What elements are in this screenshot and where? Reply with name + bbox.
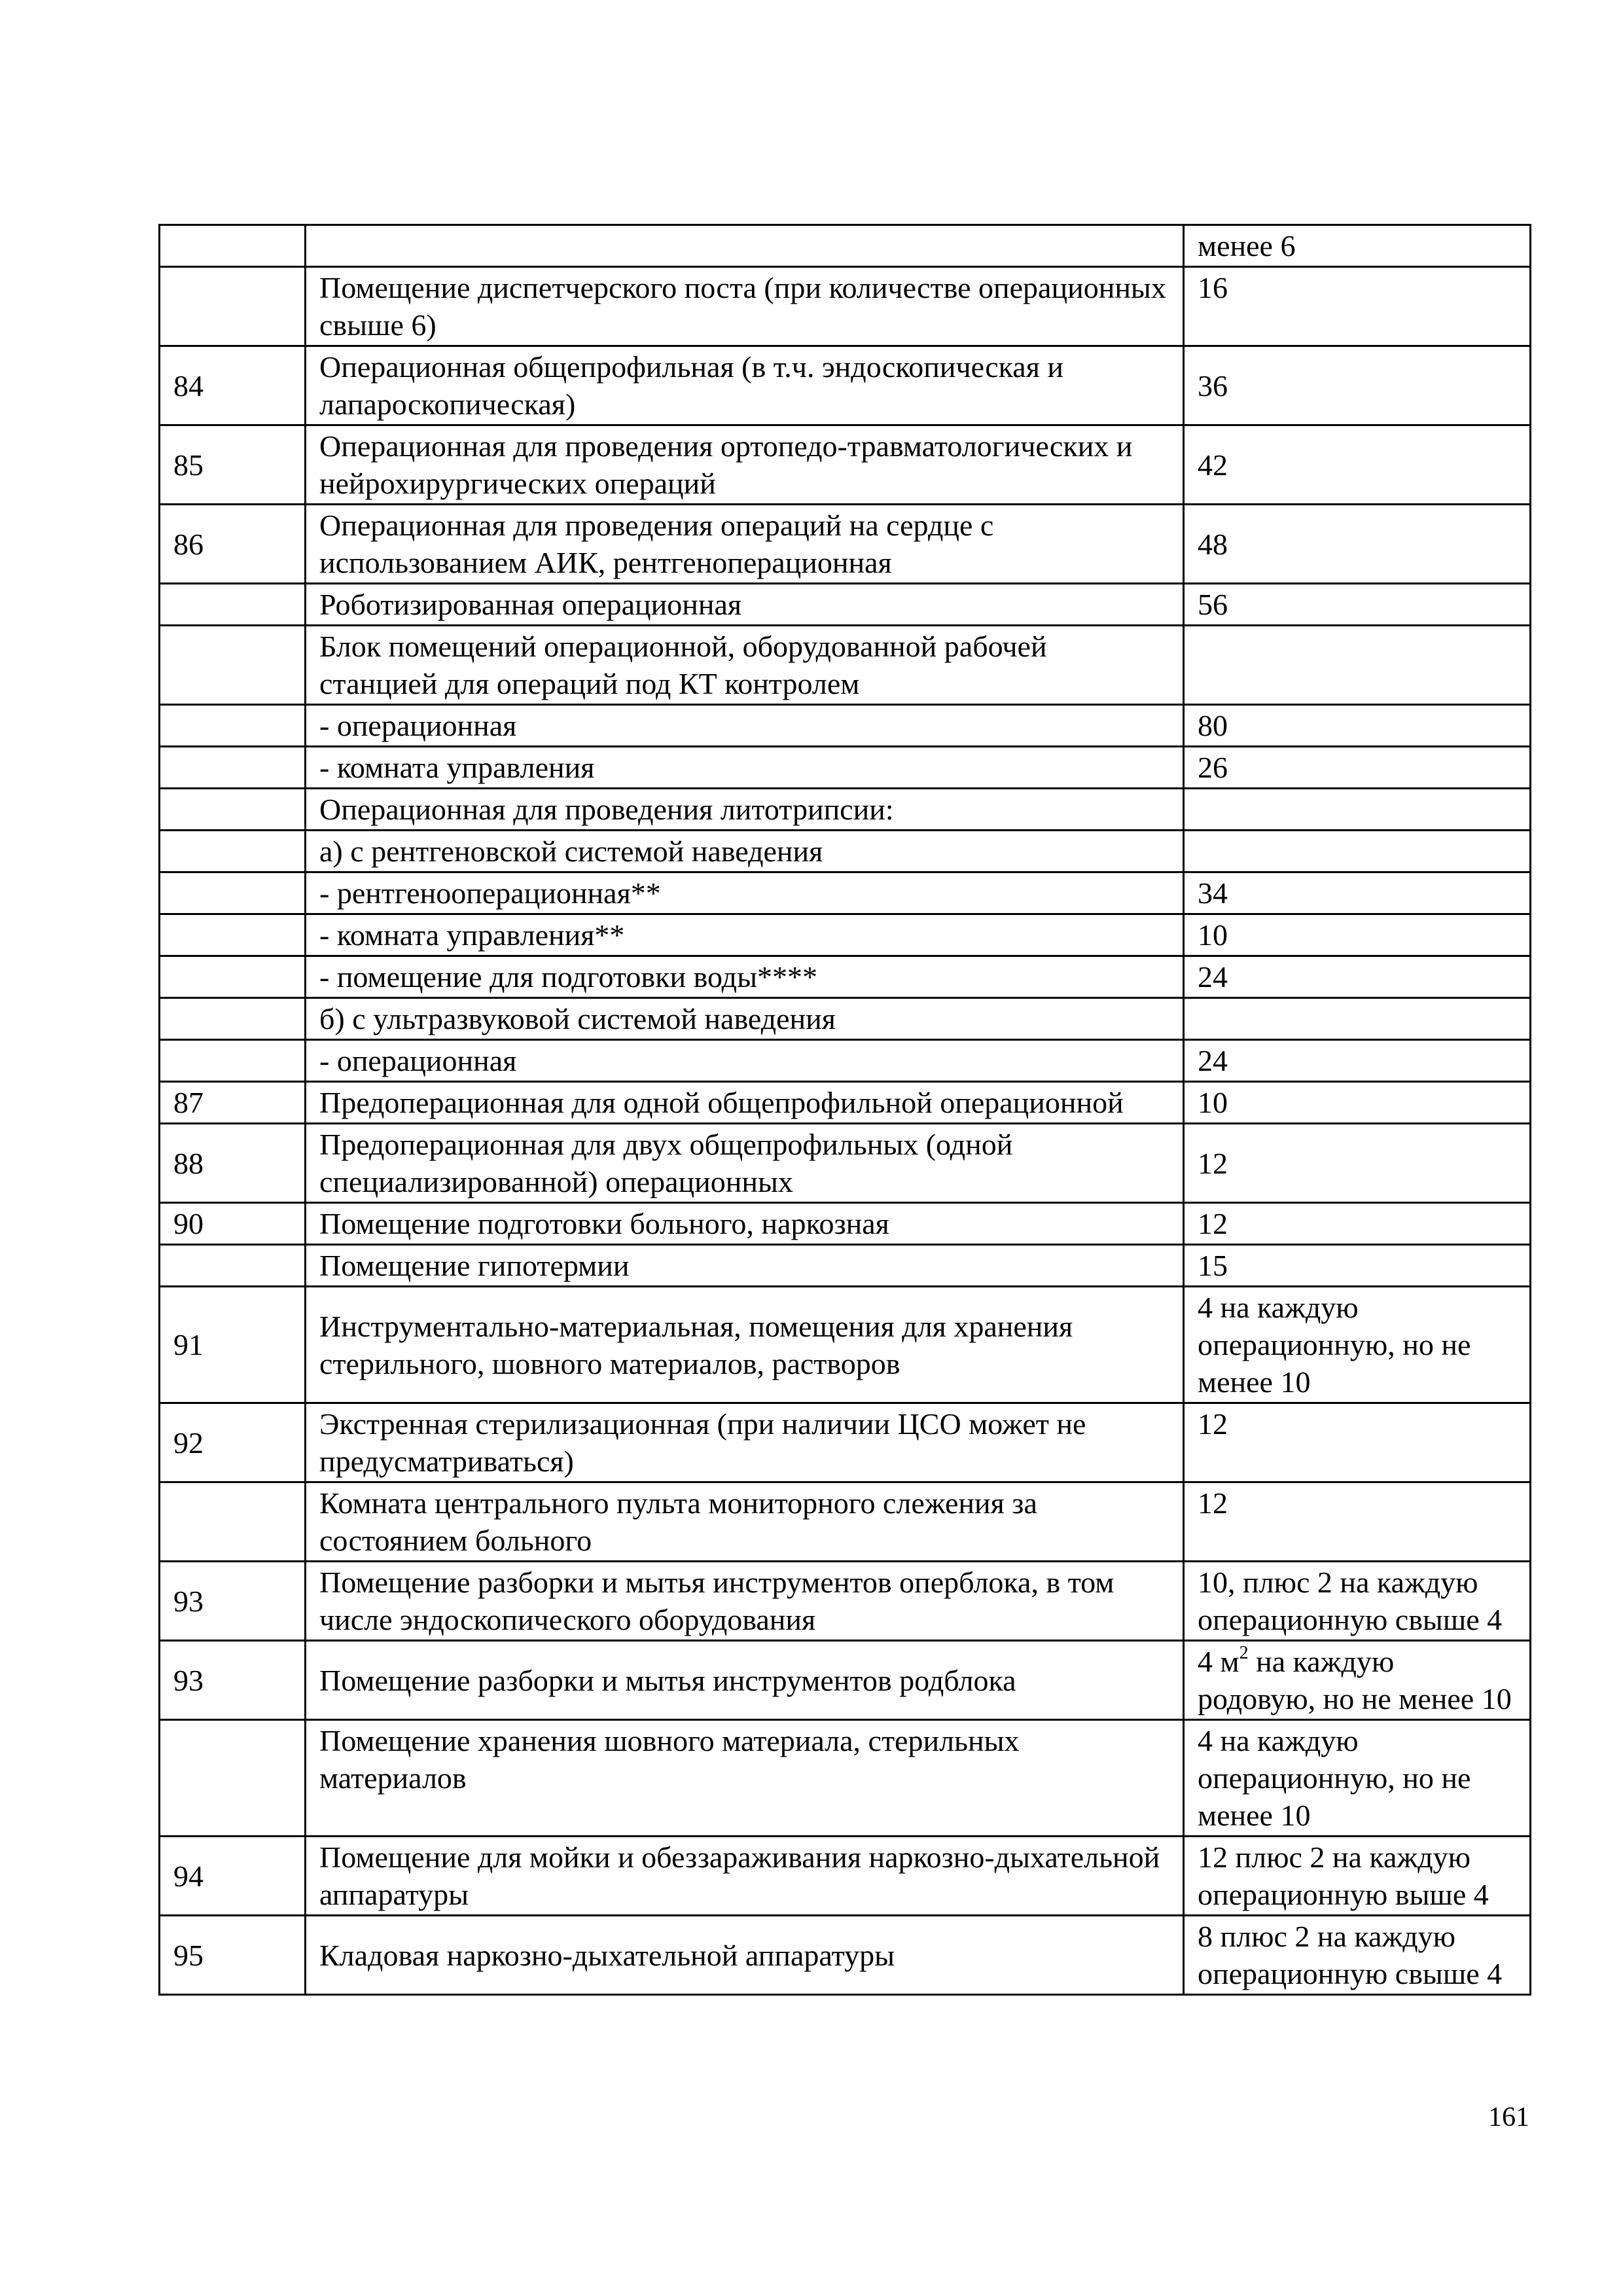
table-row: [160, 425, 1531, 505]
table-row: [160, 1720, 1531, 1837]
row-number-cell: [160, 872, 306, 914]
area-cell: 15: [1184, 1245, 1531, 1287]
room-name-cell: Предоперационная для двух общепрофильных (одной специализированной) операционных: [306, 1124, 1184, 1203]
area-cell: 26: [1184, 747, 1531, 789]
table-row: [160, 626, 1531, 705]
room-name-cell: б) с ультразвуковой системой наведения: [306, 998, 1184, 1040]
area-cell: 12: [1184, 1403, 1531, 1482]
row-number-cell: 87: [160, 1082, 306, 1124]
row-number-cell: 85: [160, 425, 306, 505]
table-row: [160, 1916, 1531, 1995]
room-name-cell: а) с рентгеновской системой наведения: [306, 831, 1184, 872]
area-cell: 24: [1184, 1040, 1531, 1082]
area-cell: 12 плюс 2 на каждую операционную выше 4: [1184, 1837, 1531, 1916]
room-name-cell: Инструментально-материальная, помещения для хранения стерильного, шовного материалов, растворов: [306, 1287, 1184, 1403]
row-number-cell: [160, 831, 306, 872]
table-row: [160, 998, 1531, 1040]
row-number-cell: 90: [160, 1203, 306, 1245]
table-row: [160, 1287, 1531, 1403]
room-name-cell: - операционная: [306, 1040, 1184, 1082]
room-name-cell: Помещение хранения шовного материала, стерильных материалов: [306, 1720, 1184, 1837]
row-number-cell: 84: [160, 346, 306, 425]
row-number-cell: 93: [160, 1641, 306, 1720]
area-cell: 36: [1184, 346, 1531, 425]
rooms-area-table: [158, 224, 1531, 1996]
table-row: [160, 1040, 1531, 1082]
area-cell: 12: [1184, 1482, 1531, 1562]
room-name-cell: [306, 225, 1184, 267]
room-name-cell: Блок помещений операционной, оборудованной рабочей станцией для операций под КТ контролем: [306, 626, 1184, 705]
table-row: [160, 1245, 1531, 1287]
table-row: [160, 346, 1531, 425]
row-number-cell: [160, 789, 306, 831]
room-name-cell: Операционная для проведения операций на сердце с использованием АИК, рентгеноперационная: [306, 505, 1184, 584]
row-number-cell: 93: [160, 1562, 306, 1641]
area-cell: [1184, 998, 1531, 1040]
row-number-cell: [160, 1040, 306, 1082]
area-cell: 56: [1184, 584, 1531, 626]
room-name-cell: Комната центрального пульта мониторного слежения за состоянием больного: [306, 1482, 1184, 1562]
table-row: [160, 747, 1531, 789]
area-cell: 12: [1184, 1203, 1531, 1245]
table-row: [160, 914, 1531, 956]
area-cell: [1184, 831, 1531, 872]
area-unit-exponent: 2: [1239, 1643, 1249, 1663]
room-name-cell: Помещение диспетчерского поста (при количестве операционных свыше 6): [306, 267, 1184, 346]
row-number-cell: [160, 914, 306, 956]
room-name-cell: Операционная для проведения литотрипсии:: [306, 789, 1184, 831]
room-name-cell: Помещение гипотермии: [306, 1245, 1184, 1287]
room-name-cell: Экстренная стерилизационная (при наличии ЦСО может не предусматриваться): [306, 1403, 1184, 1482]
area-cell: менее 6: [1184, 225, 1531, 267]
area-cell: 10: [1184, 914, 1531, 956]
table-row: [160, 705, 1531, 747]
area-cell: 80: [1184, 705, 1531, 747]
area-cell: 42: [1184, 425, 1531, 505]
row-number-cell: 92: [160, 1403, 306, 1482]
room-name-cell: Помещение разборки и мытья инструментов оперблока, в том числе эндоскопического оборудования: [306, 1562, 1184, 1641]
row-number-cell: [160, 1245, 306, 1287]
table-row: [160, 584, 1531, 626]
row-number-cell: [160, 705, 306, 747]
row-number-cell: 95: [160, 1916, 306, 1995]
room-name-cell: Предоперационная для одной общепрофильной операционной: [306, 1082, 1184, 1124]
row-number-cell: 94: [160, 1837, 306, 1916]
table-row: [160, 872, 1531, 914]
table-row: [160, 789, 1531, 831]
room-name-cell: - комната управления: [306, 747, 1184, 789]
row-number-cell: 86: [160, 505, 306, 584]
table-row: [160, 831, 1531, 872]
row-number-cell: 88: [160, 1124, 306, 1203]
area-cell: 16: [1184, 267, 1531, 346]
area-cell: 24: [1184, 956, 1531, 998]
room-name-cell: - операционная: [306, 705, 1184, 747]
area-cell: [1184, 1641, 1531, 1720]
area-cell: [1184, 626, 1531, 705]
row-number-cell: [160, 747, 306, 789]
area-cell: 4 на каждую операционную, но не менее 10: [1184, 1720, 1531, 1837]
area-cell: 10: [1184, 1082, 1531, 1124]
room-name-cell: - рентгенооперационная**: [306, 872, 1184, 914]
row-number-cell: 91: [160, 1287, 306, 1403]
table-row: [160, 956, 1531, 998]
room-name-cell: Помещение подготовки больного, наркозная: [306, 1203, 1184, 1245]
row-number-cell: [160, 998, 306, 1040]
area-cell: 48: [1184, 505, 1531, 584]
room-name-cell: Кладовая наркозно-дыхательной аппаратуры: [306, 1916, 1184, 1995]
table-row: [160, 225, 1531, 267]
area-cell: 10, плюс 2 на каждую операционную свыше 4: [1184, 1562, 1531, 1641]
row-number-cell: [160, 626, 306, 705]
area-text: на каждую родовую, но не менее 10: [1198, 1645, 1512, 1715]
room-name-cell: - комната управления**: [306, 914, 1184, 956]
area-cell: 34: [1184, 872, 1531, 914]
table-row: [160, 1837, 1531, 1916]
row-number-cell: [160, 267, 306, 346]
room-name-cell: Роботизированная операционная: [306, 584, 1184, 626]
area-cell: 12: [1184, 1124, 1531, 1203]
row-number-cell: [160, 225, 306, 267]
area-prefix: 4 м: [1198, 1645, 1240, 1678]
room-name-cell: Операционная для проведения ортопедо-травматологических и нейрохирургических операций: [306, 425, 1184, 505]
room-name-cell: - помещение для подготовки воды****: [306, 956, 1184, 998]
row-number-cell: [160, 956, 306, 998]
area-cell: 8 плюс 2 на каждую операционную свыше 4: [1184, 1916, 1531, 1995]
row-number-cell: [160, 1482, 306, 1562]
room-name-cell: Помещение для мойки и обеззараживания наркозно-дыхательной аппаратуры: [306, 1837, 1184, 1916]
table-row: [160, 1203, 1531, 1245]
table-row: [160, 1562, 1531, 1641]
row-number-cell: [160, 1720, 306, 1837]
table-row: [160, 267, 1531, 346]
area-cell: [1184, 789, 1531, 831]
table-row: [160, 1482, 1531, 1562]
table-row: [160, 1641, 1531, 1720]
table-row: [160, 505, 1531, 584]
table-row: [160, 1082, 1531, 1124]
table-row: [160, 1403, 1531, 1482]
row-number-cell: [160, 584, 306, 626]
page-number: 161: [1488, 2102, 1529, 2132]
room-name-cell: Помещение разборки и мытья инструментов родблока: [306, 1641, 1184, 1720]
area-cell: 4 на каждую операционную, но не менее 10: [1184, 1287, 1531, 1403]
table-body: [160, 225, 1531, 1995]
table-row: [160, 1124, 1531, 1203]
room-name-cell: Операционная общепрофильная (в т.ч. эндоскопическая и лапароскопическая): [306, 346, 1184, 425]
